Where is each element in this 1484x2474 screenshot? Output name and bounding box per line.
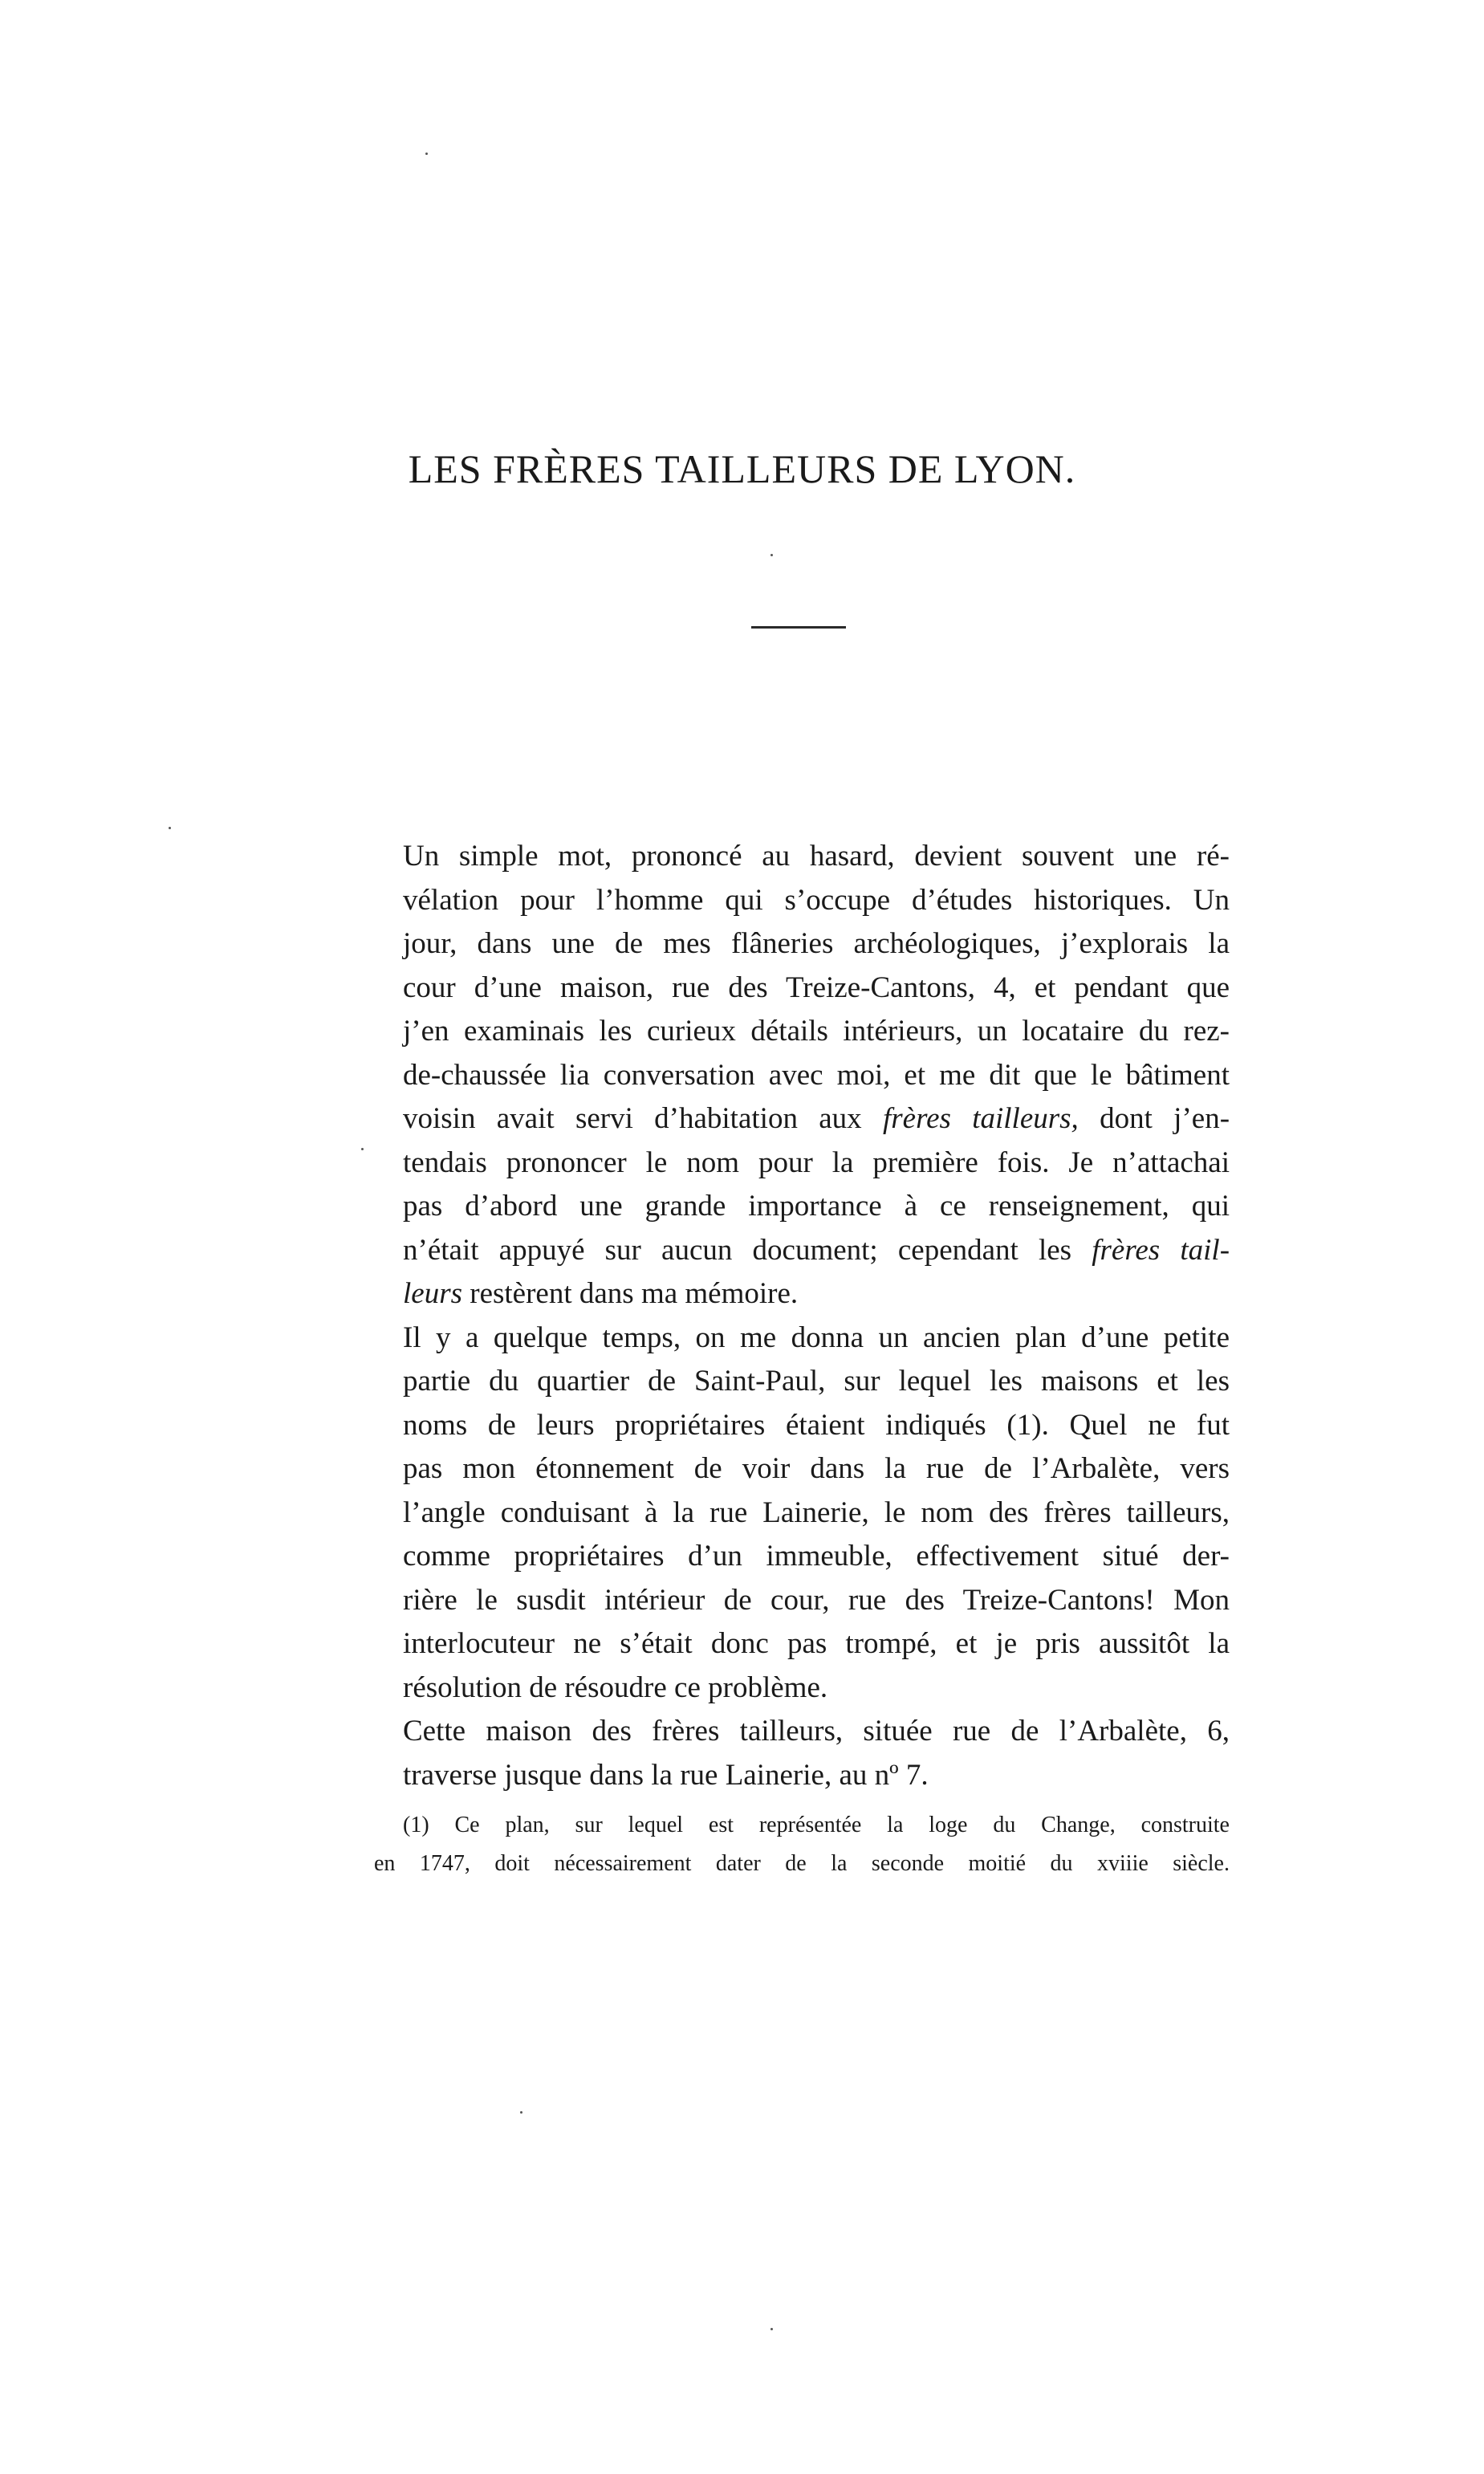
- italic-phrase: frères tailleurs,: [882, 1102, 1079, 1135]
- paragraph-1: [374, 835, 1230, 1316]
- paragraph-2: [374, 1316, 1230, 1711]
- text-line: [374, 1097, 1230, 1141]
- scan-speck: [770, 2328, 773, 2330]
- text-segment: voisin avait servi d’habitation aux: [403, 1102, 862, 1135]
- text-segment: dont j’en-: [1100, 1102, 1230, 1135]
- text-line: Il y a quelque temps, on me donna un ancien plan d’une petite: [403, 1320, 1230, 1354]
- text-line: vélation pour l’homme qui s’occupe d’études historiques. Un: [403, 883, 1230, 917]
- text-line: traverse jusque dans la rue Lainerie, au nº 7.: [403, 1758, 929, 1792]
- italic-phrase: frères tail-: [1092, 1233, 1230, 1267]
- scan-speck: [425, 153, 428, 155]
- text-segment: n’était appuyé sur aucun document; cependant les: [403, 1233, 1072, 1267]
- text-line: Un simple mot, prononcé au hasard, devient souvent une ré-: [403, 840, 1230, 873]
- text-line: noms de leurs propriétaires étaient indiqués (1). Quel ne fut: [403, 1408, 1230, 1442]
- italic-phrase: leurs: [403, 1277, 462, 1310]
- scan-speck: [169, 827, 171, 829]
- paragraph-3: [374, 1710, 1230, 1797]
- text-line: l’angle conduisant à la rue Lainerie, le nom des frères tailleurs,: [403, 1495, 1230, 1529]
- text-line: [374, 1272, 1230, 1316]
- footnote: [374, 1806, 1230, 1883]
- body-text: [374, 835, 1230, 1797]
- scan-speck: [361, 1148, 364, 1150]
- text-line: jour, dans une de mes flâneries archéologiques, j’explorais la: [403, 927, 1230, 960]
- text-line: résolution de résoudre ce problème.: [403, 1670, 828, 1704]
- footnote-line: en 1747, doit nécessairement dater de la seconde moitié du xviiie siècle.: [374, 1851, 1230, 1876]
- scan-speck: [770, 554, 773, 556]
- text-line: comme propriétaires d’un immeuble, effectivement situé der-: [403, 1540, 1230, 1573]
- title-divider: [751, 626, 846, 629]
- text-line: interlocuteur ne s’était donc pas trompé, et je pris aussitôt la: [403, 1627, 1230, 1660]
- text-line: pas d’abord une grande importance à ce renseignement, qui: [403, 1190, 1230, 1223]
- text-line: de-chaussée lia conversation avec moi, et me dit que le bâtiment: [403, 1058, 1230, 1092]
- footnote-line: (1) Ce plan, sur lequel est représentée la loge du Change, construite: [403, 1813, 1230, 1837]
- page-title: LES FRÈRES TAILLEURS DE LYON.: [408, 446, 1076, 491]
- text-line: partie du quartier de Saint-Paul, sur lequel les maisons et les: [403, 1365, 1230, 1398]
- text-line: j’en examinais les curieux détails intérieurs, un locataire du rez-: [403, 1015, 1230, 1048]
- text-segment: restèrent dans ma mémoire.: [470, 1277, 799, 1310]
- scan-speck: [520, 2111, 522, 2114]
- text-line: [374, 1229, 1230, 1273]
- text-line: cour d’une maison, rue des Treize-Cantons, 4, et pendant que: [403, 970, 1230, 1004]
- text-line: Cette maison des frères tailleurs, située rue de l’Arbalète, 6,: [403, 1715, 1230, 1748]
- text-line: tendais prononcer le nom pour la première fois. Je n’attachai: [403, 1145, 1230, 1179]
- text-line: pas mon étonnement de voir dans la rue de l’Arbalète, vers: [403, 1452, 1230, 1485]
- text-line: rière le susdit intérieur de cour, rue des Treize-Cantons! Mon: [403, 1583, 1230, 1617]
